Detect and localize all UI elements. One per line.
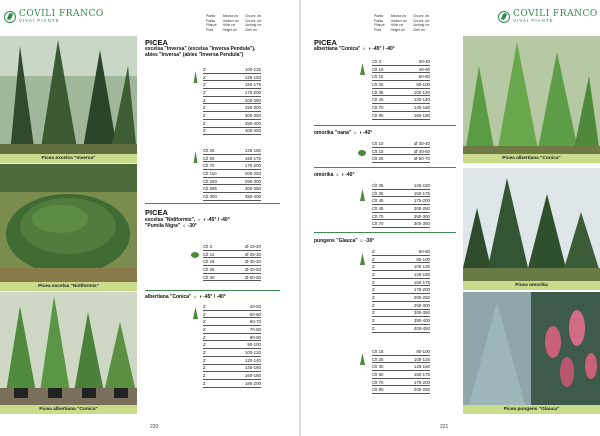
height-cell: 300-350: [244, 186, 261, 192]
pot-size-cell: Clt 25: [203, 147, 215, 153]
pot-size-cell: Z: [372, 318, 375, 324]
pot-size-cell: Clt 45: [372, 97, 384, 103]
caption-picea-omorika: Picea omorika: [463, 281, 600, 290]
cone-tree-icon: [360, 252, 365, 264]
pot-size-cell: Z: [203, 105, 206, 111]
pot-size-cell: Clt 35: [372, 182, 384, 188]
height-cell: 200-250: [413, 294, 430, 300]
table-row: [372, 310, 430, 318]
legend-text: Hauteur cm: [222, 18, 240, 23]
height-cell: 150-175: [413, 371, 430, 377]
height-cell: 180-200: [244, 380, 261, 386]
pot-size-cell: Z: [372, 294, 375, 300]
pot-size-cell: Clt 18: [372, 348, 384, 354]
table-row: [203, 155, 261, 163]
height-cell: 30-40: [418, 58, 430, 64]
height-cell: Ø 50-60: [245, 274, 261, 280]
height-cell: 400-450: [413, 325, 430, 331]
pot-size-cell: Clt 70: [203, 163, 215, 169]
legend-text: Plante: [206, 18, 216, 23]
table-row: [372, 256, 430, 264]
table-row: [203, 326, 261, 334]
pot-size-cell: Z: [203, 334, 206, 340]
table-row: [203, 74, 261, 82]
pot-size-cell: Z: [203, 373, 206, 379]
height-cell: 175-200: [244, 89, 261, 95]
pot-size-cell: Z: [372, 279, 375, 285]
caption-picea-pungens-glauca: Picea pungens "Glauca": [463, 405, 600, 414]
table-row: [372, 363, 430, 371]
brand-name: COVILI FRANCO: [513, 9, 598, 19]
section-divider: [314, 125, 456, 126]
table-row: [203, 170, 261, 178]
pot-size-cell: Z: [203, 97, 206, 103]
legend-text: Höhe cm: [390, 23, 404, 27]
table-row: [203, 318, 261, 326]
pot-size-cell: Clt 30: [203, 274, 215, 280]
photo-picea-inversa: [0, 36, 137, 154]
variety-albertiana-conica-right: albertiana "Conica" ☼ ◑ -45° / -40°: [314, 46, 395, 52]
pot-size-cell: Clt 35: [372, 89, 384, 95]
height-cell: 100-125: [413, 264, 430, 270]
height-cell: 125-150: [244, 147, 261, 153]
height-cell: 100-125: [244, 66, 261, 72]
caption-picea-albertiana-conica-right: Picea albertiana "Conica": [463, 154, 600, 163]
cone-tree-icon: [360, 188, 365, 200]
table-row: [372, 81, 430, 89]
height-cell: 175-200: [413, 287, 430, 293]
legend-left: [206, 14, 261, 32]
pot-size-cell: Z: [203, 380, 206, 386]
table-row: [203, 66, 261, 74]
height-cell: 60-70: [249, 319, 261, 325]
pot-size-cell: Clt 25: [372, 156, 384, 162]
pot-size-cell: Clt 15: [372, 148, 384, 154]
table-row: [372, 182, 430, 190]
table-row: [372, 386, 430, 394]
pot-size-cell: Clt 35: [372, 190, 384, 196]
table-row: [372, 66, 430, 74]
pot-size-cell: Z: [203, 311, 206, 317]
table-row: [372, 317, 430, 325]
height-cell: 300-350: [413, 221, 430, 227]
pot-size-cell: Clt 70: [372, 104, 384, 110]
round-tree-icon: [358, 143, 366, 155]
legend-text: Plant: [206, 27, 214, 32]
table-row: [372, 325, 430, 333]
table-row: [372, 205, 430, 213]
variety-omorika-nana: omorika "nana" ☼ ◑ -40°: [314, 130, 373, 136]
height-cell: 70-80: [249, 326, 261, 332]
brand-logo-left: [4, 10, 104, 24]
pot-size-cell: Clt 70: [372, 221, 384, 227]
height-cell: 60-80: [418, 248, 430, 254]
table-row: [203, 104, 261, 112]
table-row: [203, 380, 261, 388]
right-page: [300, 0, 600, 436]
brand-name: COVILI FRANCO: [19, 9, 104, 19]
height-cell: Ø 30-40: [414, 140, 430, 146]
table-row: [203, 178, 261, 186]
legend-text: Höhe cm: [222, 23, 236, 27]
pot-size-cell: Clt 50: [372, 371, 384, 377]
round-tree-icon: [191, 245, 199, 257]
table-row: [203, 266, 261, 274]
height-cell: Ø 15-20: [245, 243, 261, 249]
pot-size-cell: Z: [372, 256, 375, 262]
height-cell: Ø 25-30: [245, 251, 261, 257]
table-row: [203, 193, 261, 201]
legend-plant: [374, 14, 385, 32]
pot-size-cell: Z: [372, 325, 375, 331]
brand-subtitle: VIVAI PIANTE: [19, 18, 60, 23]
height-cell: 200-250: [244, 170, 261, 176]
photo-picea-nidiformis: [0, 164, 137, 282]
column-tree-icon: [193, 70, 198, 82]
section-divider: [314, 167, 456, 168]
legend-text: Altezza cm: [390, 14, 407, 18]
legend-text: Umfang cm: [245, 23, 262, 27]
height-cell: 400-450: [244, 128, 261, 134]
table-row: [372, 279, 430, 287]
height-cell: 160-180: [244, 373, 261, 379]
variety-excelsa-nidiformis-line1: excelsa "Nidiformis", ☼ ◑ -45° / -40°: [145, 217, 230, 223]
height-cell: 150-175: [413, 279, 430, 285]
table-row: [203, 274, 261, 282]
table-row: [372, 112, 430, 120]
legend-text: Circonf. cm: [245, 14, 262, 18]
height-cell: 120-140: [413, 97, 430, 103]
height-cell: 350-400: [244, 193, 261, 199]
page-number-right: 221: [440, 424, 449, 430]
photo-picea-omorika: [463, 168, 600, 281]
height-cell: 200-250: [413, 205, 430, 211]
legend-text: Circonf. cm: [413, 18, 430, 23]
table-row: [372, 73, 430, 81]
table-row: [372, 96, 430, 104]
variety-excelsa-inversa-line2: abies "Inversa" (abies "Inversa Pendula"): [145, 52, 244, 58]
legend-text: Circonf. cm: [245, 18, 262, 23]
pot-size-cell: Clt 220: [203, 178, 217, 184]
pot-size-cell: Z: [372, 264, 375, 270]
book-spine: [299, 0, 301, 436]
pot-size-cell: Clt 25: [203, 266, 215, 272]
cone-tree-icon: [360, 62, 365, 74]
pot-size-cell: Z: [372, 287, 375, 293]
pot-size-cell: Z: [203, 128, 206, 134]
price-table-nidiformis: [203, 243, 261, 281]
leaf-icon: [4, 11, 16, 23]
pot-size-cell: Z: [203, 365, 206, 371]
variety-excelsa-nidiformis-line2: "Pumila Nigra" ☼ -30°: [145, 223, 197, 229]
height-cell: 80-90: [249, 334, 261, 340]
height-cell: 140-160: [244, 365, 261, 371]
legend-girth: [413, 14, 429, 32]
section-title-picea-3: PICEA: [314, 38, 337, 47]
pot-size-cell: Z: [203, 112, 206, 118]
table-row: [372, 379, 430, 387]
height-cell: 100-120: [244, 349, 261, 355]
table-row: [372, 248, 430, 256]
height-cell: 200-250: [413, 387, 430, 393]
pot-size-cell: Clt 15: [372, 74, 384, 80]
table-row: [203, 162, 261, 170]
variety-albertiana-conica-left: albertiana "Conica" ☼ ◑ -45° / -40°: [145, 294, 226, 300]
pot-size-cell: Z: [203, 326, 206, 332]
height-cell: 125-150: [244, 74, 261, 80]
height-cell: 80-100: [416, 256, 430, 262]
height-cell: 40-60: [418, 66, 430, 72]
legend-text: Height cm: [222, 27, 237, 32]
height-cell: 250-300: [244, 105, 261, 111]
pot-size-cell: Clt 3: [372, 58, 382, 64]
section-divider: [314, 232, 456, 233]
page-number-left: 220: [150, 424, 159, 430]
table-row: [203, 251, 261, 259]
height-cell: 250-300: [244, 178, 261, 184]
legend-right: [374, 14, 429, 32]
table-row: [372, 371, 430, 379]
pot-size-cell: Z: [372, 310, 375, 316]
variety-omorika: omorika ☼ ◑ -40°: [314, 172, 355, 178]
pot-size-cell: Clt 10: [372, 66, 384, 72]
legend-text: Girth cm: [245, 27, 258, 32]
pot-size-cell: Clt 45: [372, 198, 384, 204]
height-cell: 350-400: [244, 120, 261, 126]
legend-text: Pflanze: [206, 23, 217, 27]
height-cell: 90-100: [247, 342, 261, 348]
price-table-omorika-nana: [372, 140, 430, 163]
table-row: [372, 104, 430, 112]
legend-height: [391, 14, 407, 32]
pot-size-cell: Z: [372, 271, 375, 277]
height-cell: 150-175: [244, 82, 261, 88]
height-cell: 300-350: [413, 310, 430, 316]
caption-picea-albertiana-conica-left: Picea albertiana "Conica": [0, 405, 137, 414]
table-row: [372, 356, 430, 364]
pot-size-cell: Clt 25: [372, 81, 384, 87]
section-divider: [145, 290, 280, 291]
table-row: [203, 128, 261, 136]
height-cell: 175-200: [413, 379, 430, 385]
pot-size-cell: Clt 10: [372, 140, 384, 146]
legend-girth: [245, 14, 261, 32]
table-row: [372, 286, 430, 294]
height-cell: 40-50: [249, 303, 261, 309]
table-row: [372, 190, 430, 198]
table-row: [203, 185, 261, 193]
column-tree-icon: [193, 150, 198, 162]
pot-size-cell: Clt 30: [372, 364, 384, 370]
table-row: [203, 311, 261, 319]
table-row: [203, 120, 261, 128]
pot-size-cell: Clt 70: [372, 213, 384, 219]
height-cell: 150-175: [244, 155, 261, 161]
pot-size-cell: Z: [203, 89, 206, 95]
table-row: [203, 372, 261, 380]
caption-picea-nidiformis: Picea excelsa "Nidiformis": [0, 282, 137, 291]
price-table-inversa-z: [203, 66, 261, 135]
pot-size-cell: Clt 70: [372, 379, 384, 385]
height-cell: 200-250: [244, 97, 261, 103]
legend-text: Plant: [374, 27, 382, 32]
table-row: [203, 97, 261, 105]
height-cell: 50-60: [249, 311, 261, 317]
price-table-albertiana-conica-z: [203, 303, 261, 388]
cone-tree-icon: [193, 306, 198, 318]
table-row: [372, 213, 430, 221]
price-table-omorika: [372, 182, 430, 228]
variety-pungens-glauca: pungens "Glauca" ☼ -30°: [314, 238, 375, 244]
height-cell: 175-200: [413, 198, 430, 204]
height-cell: Ø 40-50: [414, 148, 430, 154]
pot-size-cell: Clt 300: [203, 193, 217, 199]
table-row: [203, 365, 261, 373]
pot-size-cell: Clt 50: [203, 155, 215, 161]
table-row: [203, 243, 261, 251]
height-cell: 250-300: [413, 213, 430, 219]
pot-size-cell: Clt 3: [203, 243, 213, 249]
height-cell: 125-150: [413, 182, 430, 188]
brand-subtitle: VIVAI PIANTE: [513, 18, 554, 23]
cone-tree-icon: [360, 352, 365, 364]
legend-text: Girth cm: [413, 27, 426, 32]
leaf-icon: [498, 11, 510, 23]
pot-size-cell: Clt 110: [203, 170, 217, 176]
table-row: [203, 89, 261, 97]
height-cell: 160-180: [413, 112, 430, 118]
table-row: [372, 89, 430, 97]
table-row: [203, 112, 261, 120]
variety-excelsa-inversa-line1: excelsa "Inversa" (excelsa "Inversa Pendula"),: [145, 46, 256, 52]
height-cell: 140-160: [413, 104, 430, 110]
height-cell: Ø 50-70: [414, 156, 430, 162]
table-row: [203, 258, 261, 266]
brand-logo-right: [498, 10, 598, 24]
height-cell: 150-175: [413, 190, 430, 196]
section-divider: [145, 203, 280, 204]
height-cell: 60-80: [418, 74, 430, 80]
pot-size-cell: Clt 12: [203, 251, 215, 257]
section-title-picea-1: PICEA: [145, 38, 168, 47]
table-row: [203, 349, 261, 357]
height-cell: 300-350: [244, 112, 261, 118]
table-row: [203, 341, 261, 349]
table-row: [372, 271, 430, 279]
table-row: [372, 294, 430, 302]
height-cell: 120-140: [244, 357, 261, 363]
pot-size-cell: Z: [203, 319, 206, 325]
price-table-inversa-clt: [203, 147, 261, 201]
price-table-pungens-glauca-clt: [372, 348, 430, 394]
table-row: [372, 302, 430, 310]
table-row: [203, 303, 261, 311]
legend-text: Hauteur cm: [390, 18, 408, 23]
table-row: [203, 357, 261, 365]
table-row: [372, 197, 430, 205]
pot-size-cell: Clt 25: [372, 356, 384, 362]
height-cell: 100-120: [413, 89, 430, 95]
photo-picea-albertiana-conica-right: [463, 36, 600, 154]
legend-text: Pianta: [206, 14, 216, 18]
table-row: [372, 155, 430, 163]
height-cell: 80-100: [416, 348, 430, 354]
photo-picea-albertiana-conica: [0, 292, 137, 405]
pot-size-cell: Z: [203, 303, 206, 309]
table-row: [203, 334, 261, 342]
photo-picea-pungens-glauca: [463, 292, 600, 405]
height-cell: Ø 40-50: [245, 266, 261, 272]
pot-size-cell: Z: [372, 302, 375, 308]
legend-text: Height cm: [390, 27, 405, 32]
height-cell: Ø 30-40: [245, 259, 261, 265]
price-table-albertiana-conica-clt: [372, 58, 430, 120]
legend-text: Pianta: [374, 14, 384, 18]
legend-text: Circonf. cm: [413, 14, 430, 18]
height-cell: 125-150: [413, 271, 430, 277]
pot-size-cell: Clt 285: [203, 186, 217, 192]
pot-size-cell: Clt 45: [372, 205, 384, 211]
height-cell: 175-200: [244, 163, 261, 169]
legend-text: Pflanze: [374, 23, 385, 27]
legend-text: Plante: [374, 18, 384, 23]
height-cell: 80-100: [416, 81, 430, 87]
caption-picea-inversa: Picea excelsa "Inversa": [0, 154, 137, 163]
pot-size-cell: Z: [203, 349, 206, 355]
height-cell: 350-400: [413, 318, 430, 324]
table-row: [203, 147, 261, 155]
price-table-pungens-glauca-z: [372, 248, 430, 333]
pot-size-cell: Clt 90: [372, 112, 384, 118]
pot-size-cell: Z: [203, 82, 206, 88]
legend-plant: [206, 14, 217, 32]
legend-height: [223, 14, 239, 32]
height-cell: 100-125: [413, 356, 430, 362]
pot-size-cell: Clt 90: [372, 387, 384, 393]
pot-size-cell: Z: [203, 66, 206, 72]
pot-size-cell: Z: [372, 248, 375, 254]
section-title-picea-2: PICEA: [145, 208, 168, 217]
pot-size-cell: Z: [203, 342, 206, 348]
table-row: [203, 81, 261, 89]
table-row: [372, 140, 430, 148]
legend-text: Umfang cm: [413, 23, 430, 27]
pot-size-cell: Z: [203, 120, 206, 126]
table-row: [372, 58, 430, 66]
height-cell: 125-150: [413, 364, 430, 370]
pot-size-cell: Z: [203, 357, 206, 363]
table-row: [372, 148, 430, 156]
table-row: [372, 220, 430, 228]
table-row: [372, 348, 430, 356]
legend-text: Altezza cm: [222, 14, 239, 18]
table-row: [372, 263, 430, 271]
pot-size-cell: Clt 18: [203, 259, 215, 265]
height-cell: 250-300: [413, 302, 430, 308]
pot-size-cell: Z: [203, 74, 206, 80]
